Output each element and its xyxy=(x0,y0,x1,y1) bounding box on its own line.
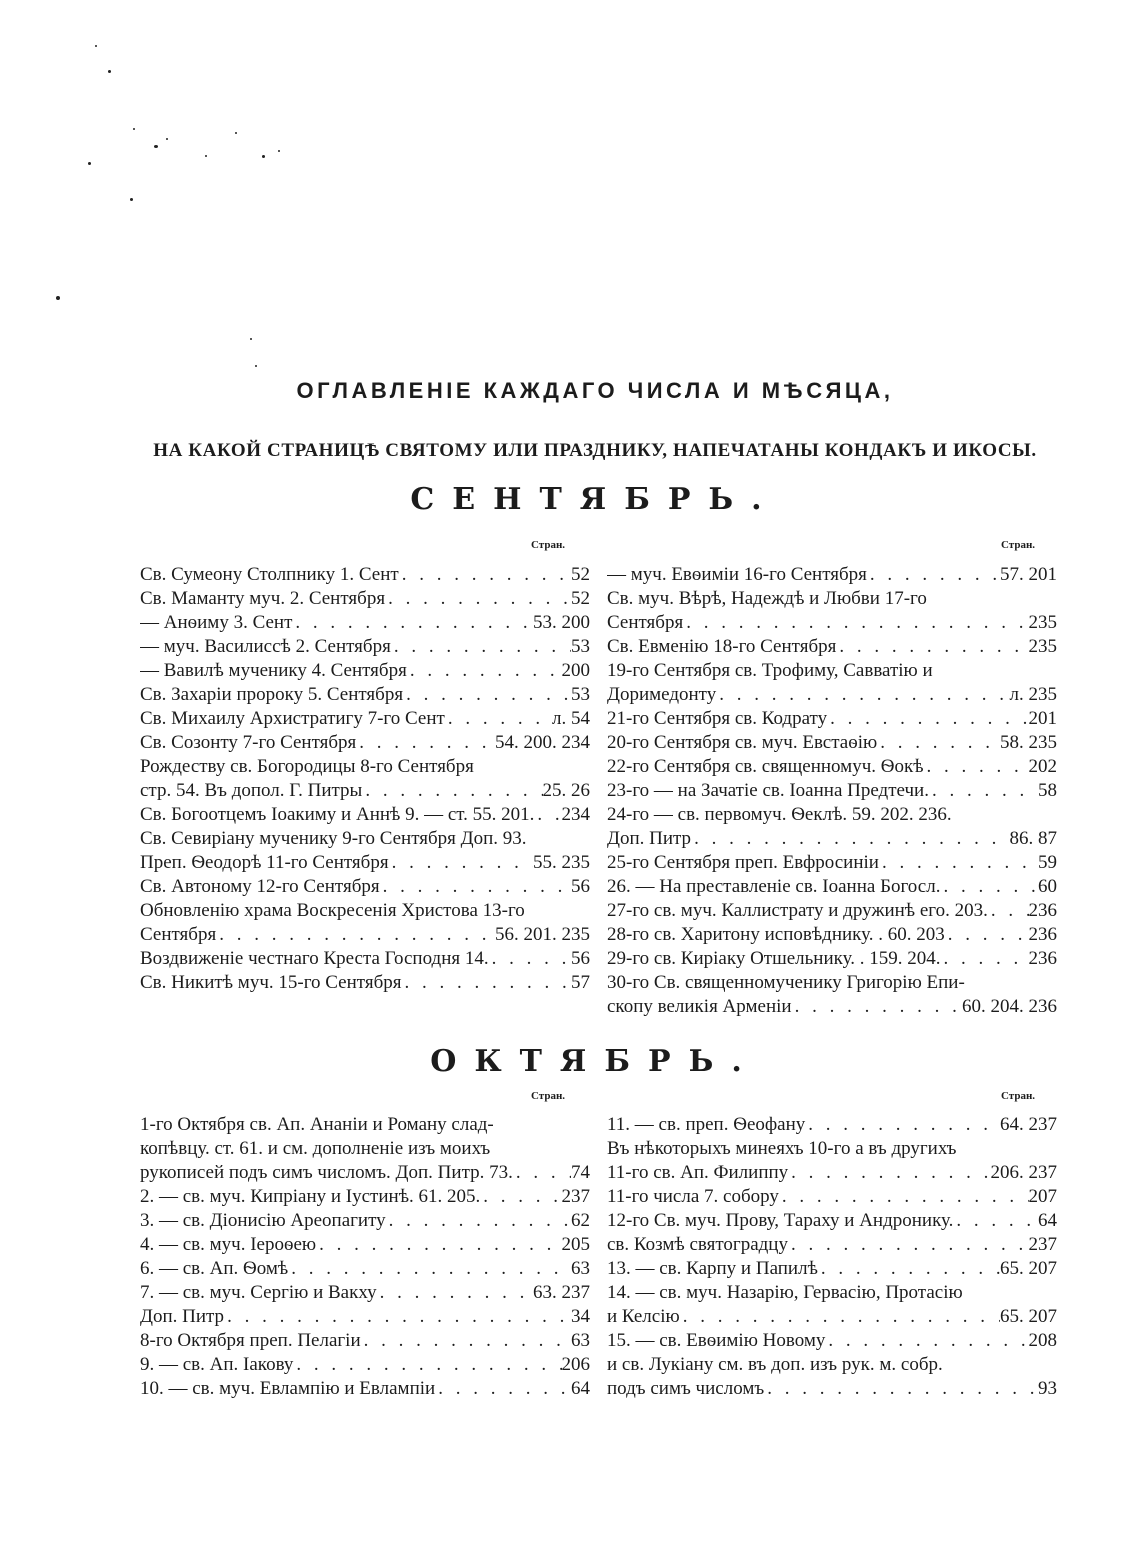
toc-entry-text: Св. Богоотцемъ Іоакиму и Аннѣ 9. — ст. 55. 201. xyxy=(140,804,535,825)
toc-entry-text: Доримедонту xyxy=(607,684,717,705)
page-number: 64 xyxy=(1038,1210,1057,1231)
page-title: ОГЛАВЛЕНІЕ КАЖДАГО ЧИСЛА И МѢСЯЦА, xyxy=(296,378,894,403)
toc-entry xyxy=(140,587,590,611)
toc-entry-text: Въ нѣкоторыхъ минеяхъ 10-го а въ другихъ xyxy=(607,1138,957,1159)
toc-entry-text: 11-го числа 7. собору xyxy=(607,1186,779,1207)
toc-entry xyxy=(607,1185,1057,1209)
page-number: 208 xyxy=(1028,1330,1057,1351)
toc-entry-text: копѣвцу. ст. 61. и см. дополненіе изъ моихъ xyxy=(140,1138,491,1159)
page-number: л. 54 xyxy=(552,708,590,729)
month-heading-october: ОКТЯБРЬ. xyxy=(430,1044,760,1079)
page-number: 53 xyxy=(571,636,590,657)
dot-leader xyxy=(316,1233,561,1257)
toc-entry xyxy=(140,1257,590,1281)
page-number: 53 xyxy=(571,684,590,705)
page-number: 86. 87 xyxy=(1009,828,1057,849)
page-number: 205 xyxy=(561,1234,590,1255)
toc-entry-text: стр. 54. Въ допол. Г. Питры xyxy=(140,780,363,801)
dot-leader xyxy=(827,707,1028,731)
dot-leader xyxy=(399,563,571,587)
toc-entry-text: 7. — св. муч. Сергію и Вакху xyxy=(140,1282,377,1303)
dot-leader xyxy=(945,923,1029,947)
toc-entry-text: Сентября xyxy=(140,924,217,945)
dot-leader xyxy=(836,635,1028,659)
dot-leader xyxy=(716,683,1009,707)
toc-entry-text: Доп. Питр xyxy=(140,1306,225,1327)
toc-entry-text: Воздвиженіе честнаго Креста Господня 14. xyxy=(140,948,489,969)
dot-leader xyxy=(389,851,533,875)
page-number: 56 xyxy=(571,876,590,897)
dot-leader xyxy=(879,851,1038,875)
page-number: 56 xyxy=(571,948,590,969)
toc-entry-text: 3. — св. Діонисію Ареопагиту xyxy=(140,1210,386,1231)
toc-entry xyxy=(607,923,1057,947)
toc-entry xyxy=(607,731,1057,755)
toc-entry xyxy=(140,779,590,803)
dot-leader xyxy=(356,731,495,755)
toc-entry-text: Св. Захаріи пророку 5. Сентября xyxy=(140,684,404,705)
page-number: 62 xyxy=(571,1210,590,1231)
toc-entry xyxy=(140,875,590,899)
toc-entry xyxy=(140,1137,590,1161)
toc-entry xyxy=(607,803,1057,827)
toc-entry xyxy=(140,611,590,635)
toc-entry-text: — муч. Василиссѣ 2. Сентября xyxy=(140,636,391,657)
toc-entry-text: 4. — св. муч. Іероѳею xyxy=(140,1234,317,1255)
toc-entry xyxy=(607,1113,1057,1137)
page-number: 202 xyxy=(1028,756,1057,777)
dot-leader xyxy=(480,1185,561,1209)
dot-leader xyxy=(818,1257,1000,1281)
page-number: 64. 237 xyxy=(1000,1114,1057,1135)
page-number: 58. 235 xyxy=(1000,732,1057,753)
dot-leader xyxy=(805,1113,1000,1137)
toc-entry xyxy=(607,659,1057,683)
dot-leader xyxy=(292,611,533,635)
page-number: 206. 237 xyxy=(990,1162,1057,1183)
toc-entry xyxy=(140,707,590,731)
toc-entry-text: 21-го Сентября св. Кодрату xyxy=(607,708,828,729)
toc-entry xyxy=(140,1281,590,1305)
page-number: 52 xyxy=(571,564,590,585)
toc-entry xyxy=(607,707,1057,731)
toc-entry xyxy=(607,1209,1057,1233)
page-number: 74 xyxy=(571,1162,590,1183)
toc-entry-text: и Келсію xyxy=(607,1306,680,1327)
toc-entry xyxy=(607,587,1057,611)
page-number: 25. 26 xyxy=(542,780,590,801)
page-number: 63. 237 xyxy=(533,1282,590,1303)
toc-entry xyxy=(140,1113,590,1137)
column-header-right: Стран. xyxy=(1001,539,1036,551)
toc-entry xyxy=(140,1353,590,1377)
toc-entry xyxy=(607,1233,1057,1257)
toc-entry xyxy=(140,1161,590,1185)
toc-entry xyxy=(140,731,590,755)
dot-leader xyxy=(825,1329,1028,1353)
toc-entry-text: св. Козмѣ святоградцу xyxy=(607,1234,788,1255)
dot-leader xyxy=(385,587,571,611)
page-number: 53. 200 xyxy=(533,612,590,633)
toc-entry-text: скопу великія Арменіи xyxy=(607,996,792,1017)
dot-leader xyxy=(924,755,1029,779)
toc-entry xyxy=(607,827,1057,851)
page-number: 64 xyxy=(571,1378,590,1399)
toc-entry-text: — Вавилѣ мученику 4. Сентября xyxy=(140,660,407,681)
dot-leader xyxy=(534,803,561,827)
toc-entry-text: Преп. Ѳеодорѣ 11-го Сентября xyxy=(140,852,389,873)
dot-leader xyxy=(680,1305,1000,1329)
page-number: 237 xyxy=(561,1186,590,1207)
page-number: 60 xyxy=(1038,876,1057,897)
toc-entry-text: 11. — св. преп. Ѳеофану xyxy=(607,1114,806,1135)
toc-entry xyxy=(607,851,1057,875)
toc-entry-text: Доп. Питр xyxy=(607,828,692,849)
toc-entry xyxy=(140,947,590,971)
dot-leader xyxy=(764,1377,1038,1401)
toc-entry-text: 14. — св. муч. Назарію, Гервасію, Протасію xyxy=(607,1282,963,1303)
toc-entry xyxy=(607,971,1057,995)
toc-entry xyxy=(607,1377,1057,1401)
toc-entry-text: Сентября xyxy=(607,612,684,633)
column-header-left: Стран. xyxy=(531,539,566,551)
page-number: 58 xyxy=(1038,780,1057,801)
toc-entry xyxy=(140,923,590,947)
toc-entry xyxy=(140,851,590,875)
dot-leader xyxy=(940,875,1038,899)
toc-entry xyxy=(607,611,1057,635)
toc-entry xyxy=(140,1233,590,1257)
toc-entry xyxy=(607,1281,1057,1305)
toc-entry-text: 6. — св. Ап. Ѳомѣ xyxy=(140,1258,289,1279)
dot-leader xyxy=(988,899,1029,923)
toc-entry xyxy=(140,803,590,827)
page-number: 63 xyxy=(571,1258,590,1279)
dot-leader xyxy=(293,1353,561,1377)
toc-entry-text: рукописей подъ симъ числомъ. Доп. Питр. 73. xyxy=(140,1162,513,1183)
page-number: л. 235 xyxy=(1009,684,1057,705)
dot-leader xyxy=(288,1257,571,1281)
toc-entry xyxy=(607,683,1057,707)
page-number: 65. 207 xyxy=(1000,1306,1057,1327)
toc-entry xyxy=(140,1329,590,1353)
dot-leader xyxy=(377,1281,533,1305)
page-number: 237 xyxy=(1028,1234,1057,1255)
toc-entry-text: Св. Маманту муч. 2. Сентября xyxy=(140,588,386,609)
toc-entry-text: 22-го Сентября св. священномуч. Ѳокѣ xyxy=(607,756,924,777)
toc-entry-text: 12-го Св. муч. Прову, Тараху и Андронику. xyxy=(607,1210,954,1231)
dot-leader xyxy=(391,635,571,659)
october-right-column xyxy=(607,1113,1057,1401)
toc-entry xyxy=(607,899,1057,923)
toc-entry-text: 24-го — св. первомуч. Ѳеклѣ. 59. 202. 236. xyxy=(607,804,952,825)
toc-entry xyxy=(607,1353,1057,1377)
dot-leader xyxy=(407,659,562,683)
toc-entry-text: Обновленію храма Воскресенія Христова 13-го xyxy=(140,900,525,921)
toc-entry xyxy=(140,683,590,707)
toc-entry-text: 13. — св. Карпу и Папилѣ xyxy=(607,1258,818,1279)
dot-leader xyxy=(489,947,571,971)
toc-entry-text: Св. Сумеону Столпнику 1. Сент xyxy=(140,564,399,585)
toc-entry-text: 10. — св. муч. Евлампію и Евлампіи xyxy=(140,1378,436,1399)
dot-leader xyxy=(216,923,495,947)
toc-entry xyxy=(140,1305,590,1329)
column-header-left: Стран. xyxy=(531,1090,566,1102)
dot-leader xyxy=(435,1377,571,1401)
toc-entry xyxy=(607,1161,1057,1185)
toc-entry-text: 8-го Октября преп. Пелагіи xyxy=(140,1330,361,1351)
dot-leader xyxy=(788,1161,990,1185)
toc-entry-text: 23-го — на Зачатіе св. Іоанна Предтечи. xyxy=(607,780,929,801)
toc-entry xyxy=(607,947,1057,971)
page-number: 235 xyxy=(1028,612,1057,633)
toc-entry-text: — Анѳиму 3. Сент xyxy=(140,612,293,633)
toc-entry-text: 26. — На преставленіе св. Іоанна Богосл. xyxy=(607,876,941,897)
toc-entry-text: Св. Севиріану мученику 9-го Сентября Доп. 93. xyxy=(140,828,527,849)
toc-entry-text: 20-го Сентября св. муч. Евстаѳію xyxy=(607,732,878,753)
page-number: 236 xyxy=(1028,924,1057,945)
toc-entry-text: и св. Лукіану см. въ доп. изъ рук. м. собр. xyxy=(607,1354,943,1375)
dot-leader xyxy=(361,1329,571,1353)
toc-entry xyxy=(607,779,1057,803)
page-number: 57 xyxy=(571,972,590,993)
dot-leader xyxy=(953,1209,1038,1233)
toc-entry xyxy=(140,659,590,683)
page-number: 57. 201 xyxy=(1000,564,1057,585)
toc-entry-text: 28-го св. Харитону исповѣднику. . 60. 203 xyxy=(607,924,945,945)
dot-leader xyxy=(691,827,1009,851)
toc-entry-text: 9. — св. Ап. Іакову xyxy=(140,1354,294,1375)
toc-entry-text: 30-го Св. священномученику Григорію Епи- xyxy=(607,972,965,993)
dot-leader xyxy=(788,1233,1029,1257)
page-number: 55. 235 xyxy=(533,852,590,873)
page-number: 235 xyxy=(1028,636,1057,657)
september-right-column xyxy=(607,563,1057,1019)
toc-entry xyxy=(607,563,1057,587)
page-number: 34 xyxy=(571,1306,590,1327)
page-number: 200 xyxy=(561,660,590,681)
dot-leader xyxy=(401,971,571,995)
dot-leader xyxy=(683,611,1028,635)
toc-entry-text: 19-го Сентября св. Трофиму, Савватію и xyxy=(607,660,933,681)
toc-entry-text: 25-го Сентября преп. Евфросиніи xyxy=(607,852,879,873)
toc-entry xyxy=(140,755,590,779)
toc-entry-text: Св. Евменію 18-го Сентября xyxy=(607,636,837,657)
september-left-column xyxy=(140,563,590,995)
dot-leader xyxy=(929,779,1038,803)
toc-entry-text: Рождеству св. Богородицы 8-го Сентября xyxy=(140,756,474,777)
page-subtitle: НА КАКОЙ СТРАНИЦѢ СВЯТОМУ ИЛИ ПРАЗДНИКУ, НАПЕЧАТАНЫ КОНДАКЪ И ИКОСЫ. xyxy=(153,440,1037,461)
toc-entry xyxy=(607,1329,1057,1353)
toc-entry xyxy=(140,1185,590,1209)
page-number: 52 xyxy=(571,588,590,609)
toc-entry xyxy=(607,635,1057,659)
toc-entry xyxy=(140,827,590,851)
page-number: 236 xyxy=(1028,948,1057,969)
toc-entry-text: 11-го св. Ап. Филиппу xyxy=(607,1162,789,1183)
toc-entry xyxy=(140,899,590,923)
dot-leader xyxy=(445,707,552,731)
page-number: 65. 207 xyxy=(1000,1258,1057,1279)
page-number: 60. 204. 236 xyxy=(962,996,1057,1017)
page-number: 201 xyxy=(1028,708,1057,729)
toc-entry-text: Св. муч. Вѣрѣ, Надеждѣ и Любви 17-го xyxy=(607,588,927,609)
toc-entry xyxy=(140,971,590,995)
column-header-right: Стран. xyxy=(1001,1090,1036,1102)
page-number: 56. 201. 235 xyxy=(495,924,590,945)
toc-entry-text: 15. — св. Евѳимію Новому xyxy=(607,1330,826,1351)
page-number: 236 xyxy=(1028,900,1057,921)
page-number: 93 xyxy=(1038,1378,1057,1399)
toc-entry-text: 29-го св. Киріаку Отшельнику. . 159. 204. xyxy=(607,948,941,969)
page-number: 54. 200. 234 xyxy=(495,732,590,753)
toc-entry-text: Св. Михаилу Архистратигу 7-го Сент xyxy=(140,708,445,729)
toc-entry-text: — муч. Евѳиміи 16-го Сентября xyxy=(607,564,867,585)
toc-entry-text: Св. Автоному 12-го Сентября xyxy=(140,876,380,897)
toc-entry xyxy=(607,1137,1057,1161)
toc-entry-text: 1-го Октября св. Ап. Ананіи и Роману слад- xyxy=(140,1114,494,1135)
dot-leader xyxy=(877,731,1000,755)
dot-leader xyxy=(224,1305,571,1329)
dot-leader xyxy=(380,875,571,899)
dot-leader xyxy=(386,1209,571,1233)
page-number: 207 xyxy=(1028,1186,1057,1207)
page-number: 206 xyxy=(561,1354,590,1375)
toc-entry xyxy=(140,1209,590,1233)
month-heading-september: СЕНТЯБРЬ. xyxy=(410,482,780,517)
dot-leader xyxy=(513,1161,571,1185)
october-left-column xyxy=(140,1113,590,1401)
toc-entry-text: 2. — св. муч. Кипріану и Іустинѣ. 61. 205. xyxy=(140,1186,481,1207)
toc-entry xyxy=(607,1305,1057,1329)
toc-entry-text: 27-го св. муч. Каллистрату и дружинѣ его. 203. xyxy=(607,900,988,921)
page-number: 59 xyxy=(1038,852,1057,873)
toc-entry xyxy=(140,563,590,587)
page-number: 234 xyxy=(561,804,590,825)
dot-leader xyxy=(792,995,962,1019)
toc-entry xyxy=(607,875,1057,899)
dot-leader xyxy=(779,1185,1029,1209)
dot-leader xyxy=(867,563,1000,587)
page-number: 63 xyxy=(571,1330,590,1351)
toc-entry xyxy=(140,1377,590,1401)
toc-entry-text: Св. Никитѣ муч. 15-го Сентября xyxy=(140,972,402,993)
dot-leader xyxy=(362,779,542,803)
dot-leader xyxy=(403,683,571,707)
toc-entry-text: подъ симъ числомъ xyxy=(607,1378,765,1399)
toc-entry xyxy=(140,635,590,659)
toc-entry xyxy=(607,755,1057,779)
toc-entry-text: Св. Созонту 7-го Сентября xyxy=(140,732,357,753)
toc-entry xyxy=(607,1257,1057,1281)
dot-leader xyxy=(940,947,1028,971)
toc-entry xyxy=(607,995,1057,1019)
